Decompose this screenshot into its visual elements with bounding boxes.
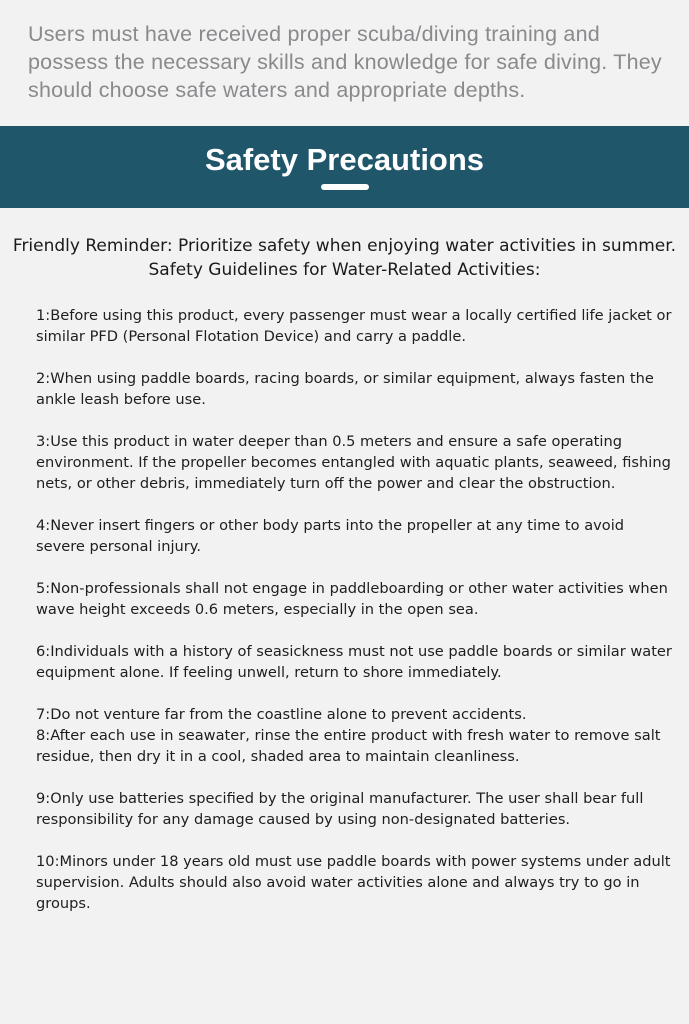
guideline-item-2: 2:When using paddle boards, racing boards, or similar equipment, always fasten the ankle leash before use.: [36, 370, 654, 408]
section-title: Safety Precautions: [204, 142, 485, 177]
guideline-item-5: 5:Non-professionals shall not engage in paddleboarding or other water activities when wave height exceeds 0.6 meters, especially in the open sea.: [36, 580, 668, 618]
guideline-item-8: 8:After each use in seawater, rinse the entire product with fresh water to remove salt residue, then dry it in a cool, shaded area to maintain cleanliness.: [36, 727, 661, 765]
safety-guidelines-list: [36, 305, 676, 914]
guideline-item-10: 10:Minors under 18 years old must use paddle boards with power systems under adult supervision. Adults should also avoid water activities alone and always try to go in groups.: [36, 853, 671, 912]
section-banner: [0, 126, 689, 208]
guideline-item-4: 4:Never insert fingers or other body parts into the propeller at any time to avoid severe personal injury.: [36, 517, 625, 555]
guideline-item-7: 7:Do not venture far from the coastline alone to prevent accidents.: [36, 706, 527, 723]
guideline-item-3: 3:Use this product in water deeper than 0.5 meters and ensure a safe operating environment. If the propeller becomes entangled with aquatic plants, seaweed, fishing nets, or other debris, immediately turn off the power and clear the obstruction.: [36, 433, 671, 492]
title-underline: [321, 184, 369, 190]
intro-text: Users must have received proper scuba/diving training and possess the necessary skills and knowledge for safe diving. They should choose safe waters and appropriate depths.: [28, 22, 662, 102]
guideline-item-1: 1:Before using this product, every passenger must wear a locally certified life jacket or similar PFD (Personal Flotation Device) and carry a paddle.: [36, 307, 672, 345]
friendly-reminder: Friendly Reminder: Prioritize safety when enjoying water activities in summer. Safety Guidelines for Water-Related Activities:: [12, 236, 677, 280]
guideline-item-6: 6:Individuals with a history of seasickness must not use paddle boards or similar water equipment alone. If feeling unwell, return to shore immediately.: [36, 643, 672, 681]
guideline-item-9: 9:Only use batteries specified by the original manufacturer. The user shall bear full responsibility for any damage caused by using non-designated batteries.: [36, 790, 644, 828]
